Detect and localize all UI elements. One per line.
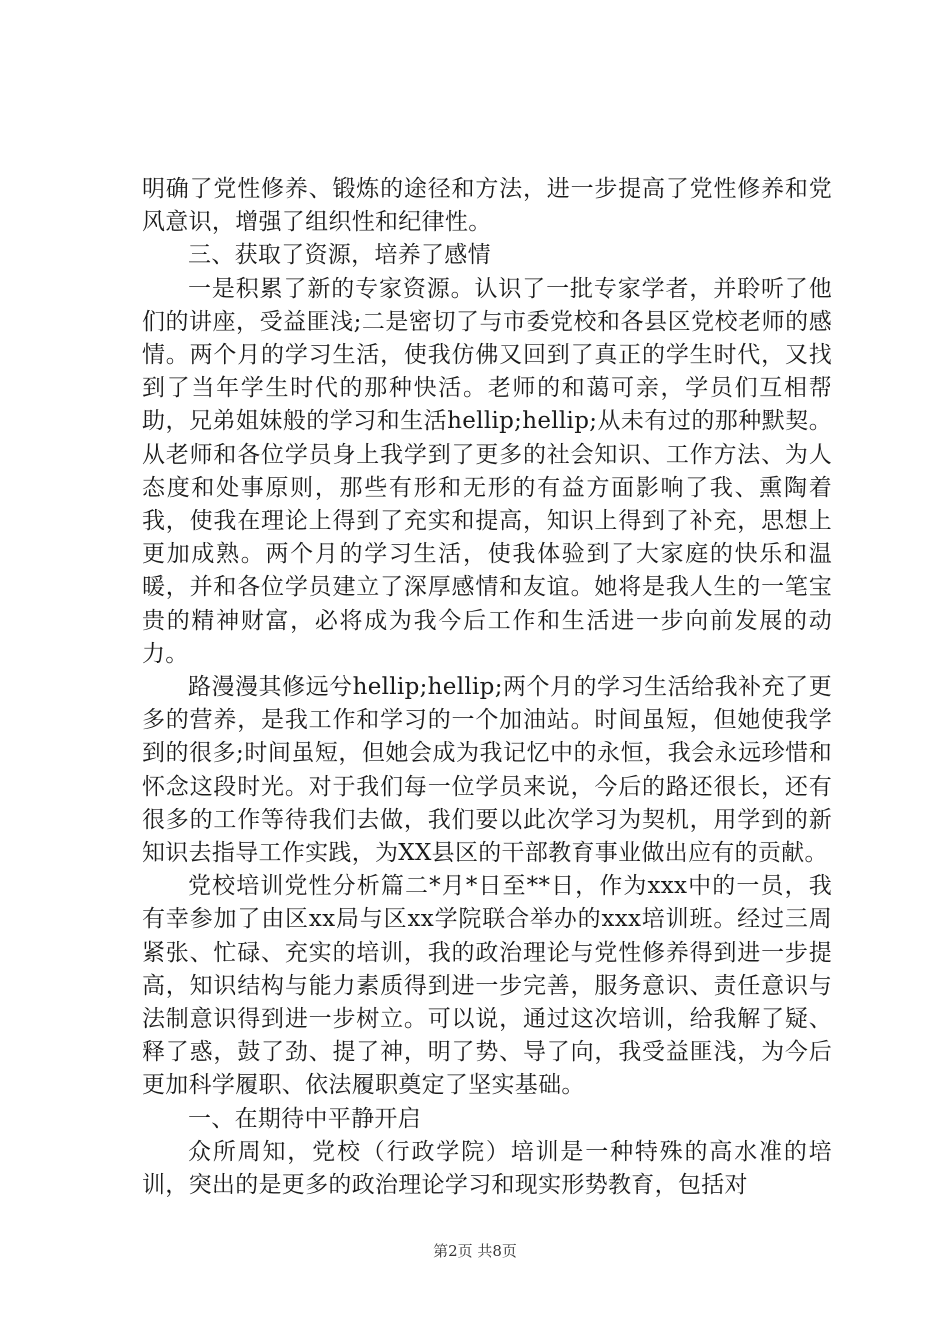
- paragraph-expert-resources: 一是积累了新的专家资源。认识了一批专家学者，并聆听了他们的讲座，受益匪浅;二是密切了与市委党校和各县区党校老师的感情。两个月的学习生活，使我仿佛又回到了真正的学生时代，又找到了当年学生时代的那种快活。老师的和蔼可亲，学员们互相帮助，兄弟姐妹般的学习和生活hellip;hellip;从未有过的那种默契。从老师和各位学员身上我学到了更多的社会知识、工作方法、为人态度和处事原则，那些有形和无形的有益方面影响了我、熏陶着我，使我在理论上得到了充实和提高，知识上得到了补充，思想上更加成熟。两个月的学习生活，使我体验到了大家庭的快乐和温暖，并和各位学员建立了深厚感情和友谊。她将是我人生的一笔宝贵的精神财富，必将成为我今后工作和生活进一步向前发展的动力。: [142, 275, 832, 667]
- section-heading-opening: 一、在期待中平静开启: [188, 1105, 421, 1132]
- paragraph-long-road: 路漫漫其修远兮hellip;hellip;两个月的学习生活给我补充了更多的营养，是我工作和学习的一个加油站。时间虽短，但她使我学到的很多;时间虽短，但她会成为我记忆中的永恒，我会永远珍惜和怀念这段时光。对于我们每一位学员来说，今后的路还很长，还有很多的工作等待我们去做，我们要以此次学习为契机，用学到的新知识去指导工作实践，为XX县区的干部教育事业做出应有的贡献。: [142, 674, 832, 867]
- paragraph-article-two: 党校培训党性分析篇二*月*日至**日，作为xxx中的一员，我有幸参加了由区xx局与区xx学院联合举办的xxx培训班。经过三周紧张、忙碌、充实的培训，我的政治理论与党性修养得到进一步提高，知识结构与能力素质得到进一步完善，服务意识、责任意识与法制意识得到进一步树立。可以说，通过这次培训，给我解了疑、释了惑，鼓了劲、提了神，明了势、导了向，我受益匪浅，为今后更加科学履职、依法履职奠定了坚实基础。: [142, 873, 832, 1099]
- section-heading-resources: 三、获取了资源，培养了感情: [188, 242, 491, 269]
- document-body: [142, 173, 832, 1202]
- paragraph-continuation: 明确了党性修养、锻炼的途径和方法，进一步提高了党性修养和党风意识，增强了组织性和纪律性。: [142, 176, 832, 236]
- page-footer: 第2页 共8页: [433, 1242, 517, 1260]
- paragraph-party-school: 众所周知，党校（行政学院）培训是一种特殊的高水准的培训，突出的是更多的政治理论学习和现实形势教育，包括对: [142, 1138, 832, 1199]
